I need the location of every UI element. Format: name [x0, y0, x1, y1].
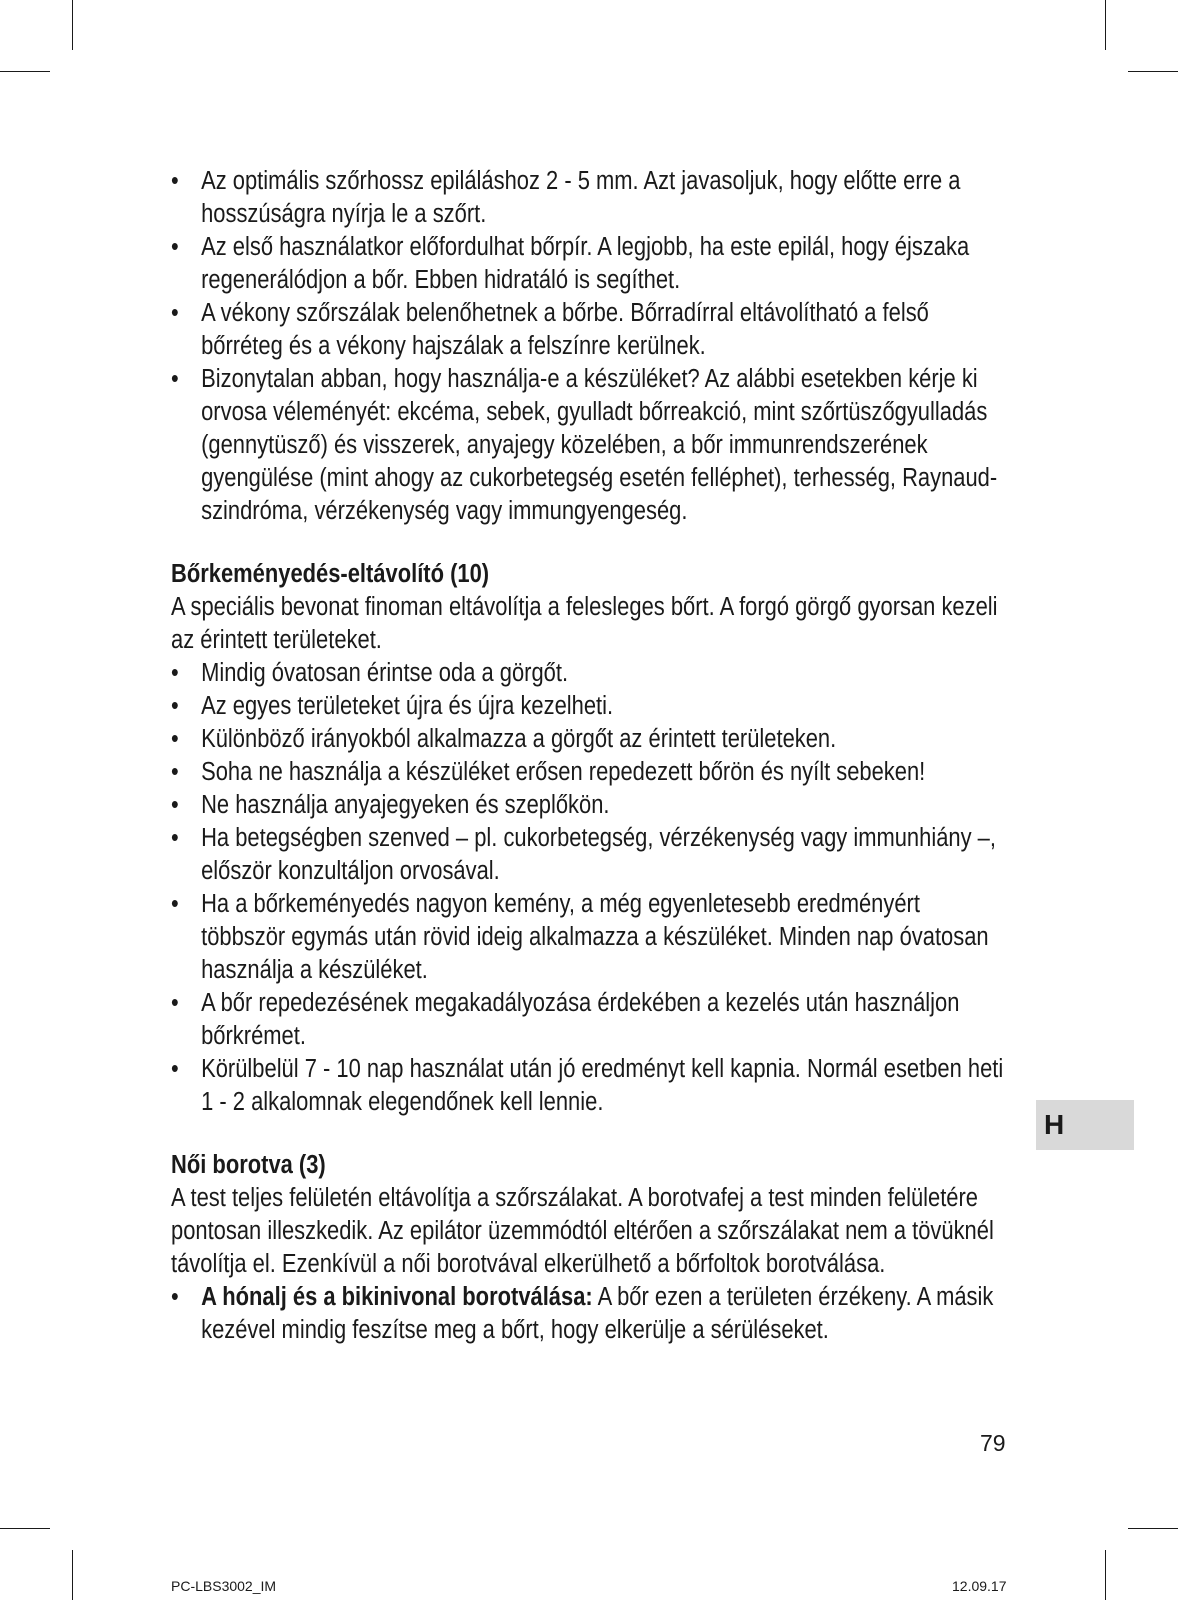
bullet-icon: • — [171, 167, 179, 195]
crop-mark — [0, 1528, 50, 1529]
bullet-icon: • — [171, 1283, 179, 1311]
list-item: • Ha betegségben szenved – pl. cukorbetegség, vérzékenység vagy immunhiány –, először konzultáljon orvosával. — [171, 824, 996, 885]
crop-mark — [1105, 0, 1106, 50]
page-content — [171, 165, 1004, 1347]
list-item: • A hónalj és a bikinivonal borotválása: A bőr ezen a területen érzékeny. A másik kezével mindig feszítse meg a bőrt, hogy elkerülje a sérüléseket. — [171, 1283, 994, 1344]
footer-doc-id: PC-LBS3002_IM — [171, 1578, 277, 1594]
section-heading: Bőrkeményedés-eltávolító (10) — [171, 560, 490, 588]
list-item: • Az első használatkor előfordulhat bőrpír. A legjobb, ha este epilál, hogy éjszaka regenerálódjon a bőr. Ebben hidratáló is segíthet. — [171, 233, 970, 294]
bullet-icon: • — [171, 725, 179, 753]
language-tab — [1036, 1100, 1134, 1150]
list-item: • Körülbelül 7 - 10 nap használat után jó eredményt kell kapnia. Normál esetben heti 1 - 2 alkalomnak elegendőnek kell lennie. — [171, 1055, 1004, 1116]
list-item: • A vékony szőrszálak belenőhetnek a bőrbe. Bőrradírral eltávolítható a felső bőrréteg és a vékony hajszálak a felszínre kerülnek. — [171, 299, 929, 360]
bullet-icon: • — [171, 1055, 179, 1083]
language-tab-label: H — [1044, 1109, 1065, 1140]
list-item: • Mindig óvatosan érintse oda a görgőt. — [171, 657, 1006, 690]
bullet-icon: • — [171, 233, 179, 261]
bullet-icon: • — [171, 659, 179, 687]
crop-mark — [72, 0, 73, 50]
page-number: 79 — [980, 1430, 1006, 1456]
section1-bullets — [171, 165, 1006, 528]
section3-bullets — [171, 1281, 1006, 1347]
section-intro: A test teljes felületén eltávolítja a szőrszálakat. A borotvafej a test minden felületére pontosan illeszkedik. Az epilátor üzemmódtól eltérően a szőrszálakat nem a tövüknél távolítja el. Ezenkívül a női borotvával elkerülhető a bőrfoltok borotválása. — [171, 1184, 994, 1278]
section2-bullets — [171, 657, 1006, 1119]
crop-mark — [1105, 1550, 1106, 1600]
list-item: • Bizonytalan abban, hogy használja-e a készüléket? Az alábbi esetekben kérje ki orvosa véleményét: ekcéma, sebek, gyulladt bőrreakció, mint szőrtüszőgyulladás (gennytüsző) és visszerek, anyajegy közelében, a bőr immunrendszerének gyengülése (mint ahogy az cukorbetegség esetén felléphet), terhesség, Raynaud-szindróma, vérzékenység vagy immungyengeség. — [171, 365, 998, 525]
list-item: • Az egyes területeket újra és újra kezelheti. — [171, 690, 1006, 723]
section-intro: A speciális bevonat finoman eltávolítja a felesleges bőrt. A forgó görgő gyorsan kezeli az érintett területeket. — [171, 593, 998, 654]
section-heading: Női borotva (3) — [171, 1151, 326, 1179]
bullet-icon: • — [171, 758, 179, 786]
bullet-icon: • — [171, 824, 179, 852]
crop-mark — [1128, 71, 1178, 72]
list-item: • Ne használja anyajegyeken és szeplőkön. — [171, 789, 1006, 822]
crop-mark — [1128, 1528, 1178, 1529]
crop-mark — [72, 1550, 73, 1600]
bullet-icon: • — [171, 890, 179, 918]
list-item: • Az optimális szőrhossz epiláláshoz 2 - 5 mm. Azt javasoljuk, hogy előtte erre a hosszúságra nyírja le a szőrt. — [171, 167, 961, 228]
list-item: • Különböző irányokból alkalmazza a görgőt az érintett területeken. — [171, 723, 1006, 756]
bullet-icon: • — [171, 692, 179, 720]
list-item: • A bőr repedezésének megakadályozása érdekében a kezelés után használjon bőrkrémet. — [171, 989, 960, 1050]
bullet-lead: A hónalj és a bikinivonal borotválása: — [201, 1283, 593, 1311]
bullet-icon: • — [171, 365, 179, 393]
bullet-icon: • — [171, 299, 179, 327]
list-item: • Ha a bőrkeményedés nagyon kemény, a még egyenletesebb eredményért többször egymás után rövid ideig alkalmazza a készüléket. Minden nap óvatosan használja a készüléket. — [171, 890, 989, 984]
bullet-icon: • — [171, 989, 179, 1017]
footer-date: 12.09.17 — [952, 1578, 1007, 1594]
bullet-icon: • — [171, 791, 179, 819]
list-item: • Soha ne használja a készüléket erősen repedezett bőrön és nyílt sebeken! — [171, 756, 1006, 789]
crop-mark — [0, 71, 50, 72]
